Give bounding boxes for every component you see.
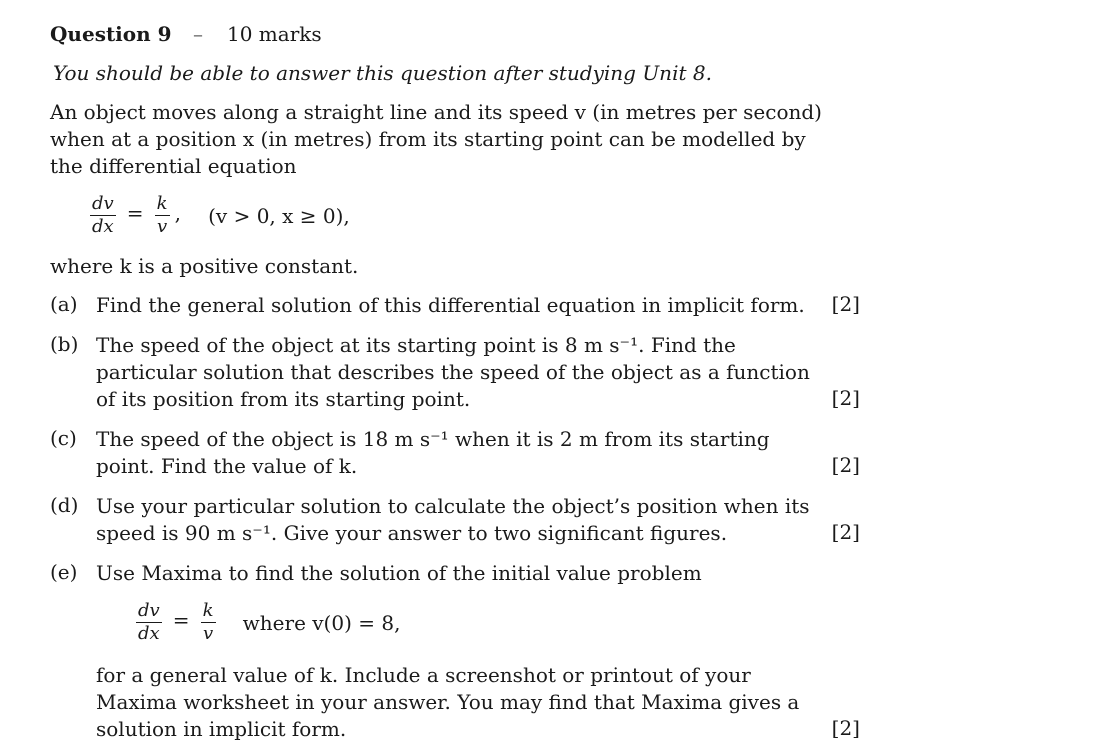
eq2-lhs-den: dx	[138, 623, 160, 644]
part-e-after-line-1: for a general value of k. Include a screenshot or printout of your	[96, 663, 751, 687]
part-b-line-1: The speed of the object at its starting point is 8 m s⁻¹. Find the	[96, 333, 736, 357]
part-b-mark: [2]	[831, 386, 860, 410]
stem-line-3: the differential equation	[50, 154, 297, 178]
part-a-line-1: Find the general solution of this differential equation in implicit form.	[96, 293, 805, 317]
eq1-rhs-den: v	[157, 216, 168, 237]
part-d-label: (d)	[50, 493, 79, 517]
eq1-lhs-num: dv	[92, 193, 114, 214]
fraction-k-v	[155, 193, 170, 238]
part-d-mark: [2]	[831, 520, 860, 544]
part-e-after-line-2: Maxima worksheet in your answer. You may find that Maxima gives a	[96, 690, 800, 714]
part-d-line-2: speed is 90 m s⁻¹. Give your answer to two significant figures.	[96, 521, 728, 545]
question-marks: 10 marks	[227, 22, 322, 46]
eq1-condition: (v > 0, x ≥ 0),	[208, 203, 350, 228]
part-a-label: (a)	[50, 292, 78, 316]
part-b-label: (b)	[50, 332, 79, 356]
eq2-equals: =	[172, 608, 190, 632]
differential-equation	[90, 193, 350, 238]
eq1-rhs-num: k	[156, 193, 168, 214]
initial-value-equation	[136, 600, 400, 645]
fraction-dv-dx-2	[136, 600, 162, 645]
eq2-rhs-den: v	[203, 623, 214, 644]
part-e-line-1: Use Maxima to find the solution of the initial value problem	[96, 561, 702, 585]
part-a-mark: [2]	[831, 292, 860, 316]
part-b-line-3: of its position from its starting point.	[96, 387, 471, 411]
part-c-label: (c)	[50, 426, 77, 450]
eq2-condition: where v(0) = 8,	[242, 610, 401, 635]
header-dash: –	[193, 22, 203, 46]
fraction-dv-dx	[90, 193, 116, 238]
eq2-lhs-num: dv	[138, 600, 160, 621]
part-e-mark: [2]	[831, 716, 860, 740]
part-c-mark: [2]	[831, 453, 860, 477]
fraction-k-v-2	[201, 600, 216, 645]
eq1-comma: ,	[174, 201, 182, 225]
part-e-label: (e)	[50, 560, 78, 584]
stem-line-2: when at a position x (in metres) from its starting point can be modelled by	[50, 127, 806, 151]
part-c-line-2: point. Find the value of k.	[96, 454, 358, 478]
part-e-after-line-3: solution in implicit form.	[96, 717, 347, 741]
question-title: Question 9	[50, 22, 172, 46]
part-c-line-1: The speed of the object is 18 m s⁻¹ when it is 2 m from its starting	[96, 427, 770, 451]
where-line: where k is a positive constant.	[50, 254, 359, 278]
stem-line-1: An object moves along a straight line and its speed v (in metres per second)	[50, 100, 822, 124]
part-d-line-1: Use your particular solution to calculate the object’s position when its	[96, 494, 810, 518]
eq2-rhs-num: k	[202, 600, 214, 621]
eq1-equals: =	[126, 201, 144, 225]
part-b-line-2: particular solution that describes the speed of the object as a function	[96, 360, 810, 384]
intro-text: You should be able to answer this question after studying Unit 8.	[53, 61, 712, 85]
eq1-lhs-den: dx	[92, 216, 114, 237]
